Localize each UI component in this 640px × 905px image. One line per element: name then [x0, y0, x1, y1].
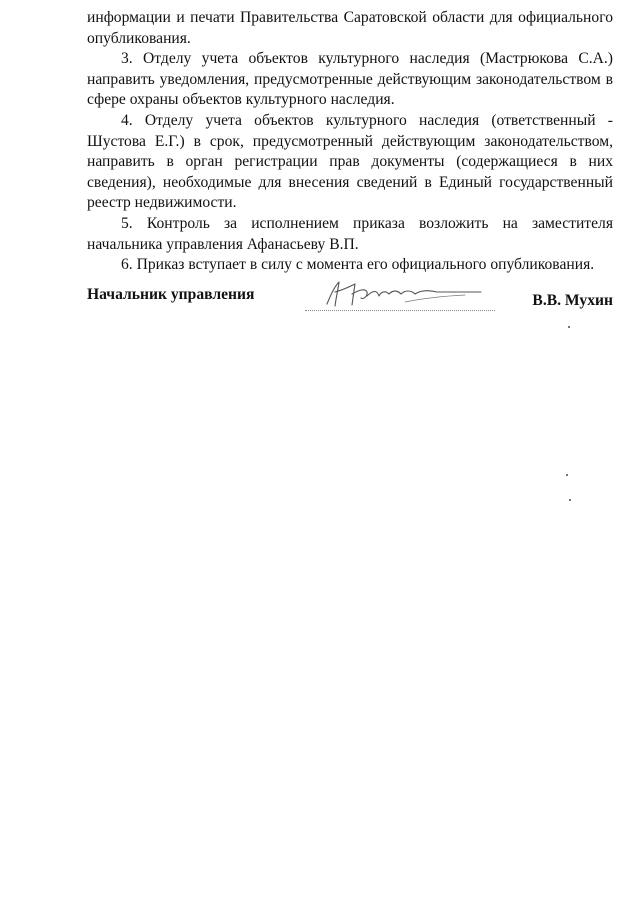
- handwritten-signature: [305, 278, 495, 312]
- paragraph-item-3: 3. Отделу учета объектов культурного наследия (Мастрюкова С.А.) направить уведомления, предусмотренные действующим законодательством в сфере охраны объектов культурного наследия.: [87, 50, 613, 109]
- signature-block: [87, 284, 613, 318]
- scan-speck: [569, 499, 571, 501]
- scan-speck: [568, 326, 570, 328]
- signature-line: [305, 310, 495, 311]
- document-body: [87, 8, 613, 276]
- signer-name: В.В. Мухин: [532, 292, 613, 309]
- paragraph-continuation: информации и печати Правительства Саратовской области для официального опубликования.: [87, 9, 613, 47]
- scan-speck: [566, 474, 568, 476]
- paragraph-item-4: 4. Отделу учета объектов культурного наследия (ответственный - Шустова Е.Г.) в срок, предусмотренный действующим законодательством, направить в орган регистрации прав документы (содержащиеся в них сведения), необходимые для внесения сведений в Единый государственный реестр недвижимости.: [87, 111, 613, 212]
- signer-title: Начальник управления: [87, 286, 255, 303]
- paragraph-item-6: 6. Приказ вступает в силу с момента его официального опубликования.: [121, 256, 595, 274]
- paragraph-item-5: 5. Контроль за исполнением приказа возложить на заместителя начальника управления Афанасьеву В.П.: [87, 214, 613, 253]
